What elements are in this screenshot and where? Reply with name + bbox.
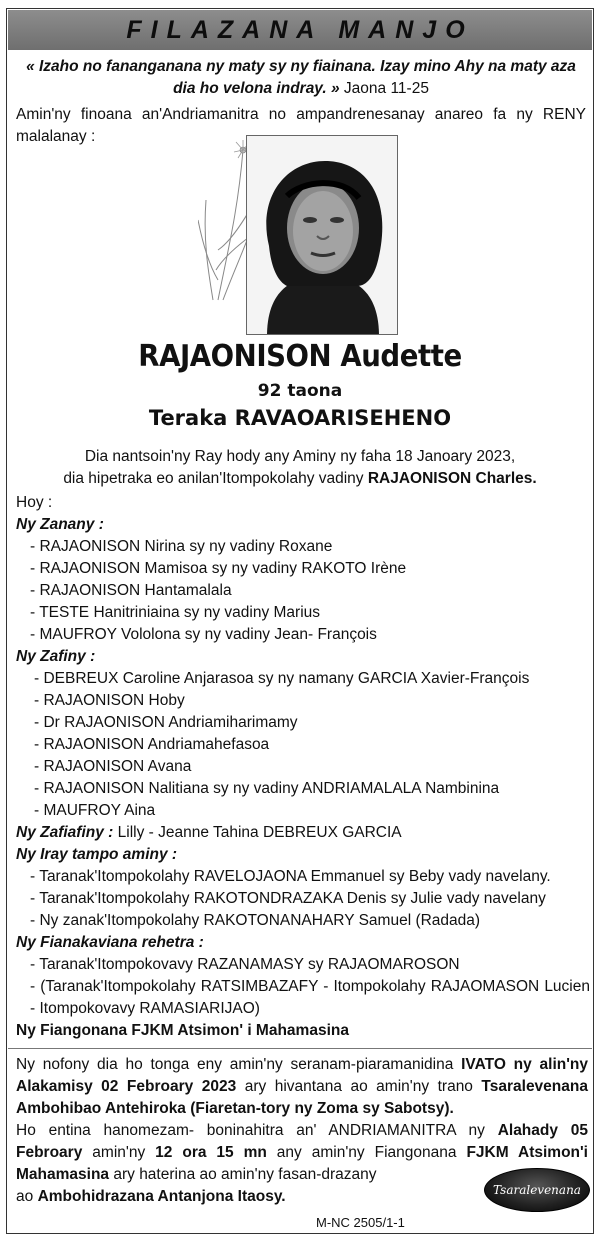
tsaralevenana-logo	[484, 1168, 590, 1212]
list-item: - RAJAONISON Nirina sy ny vadiny Roxane	[30, 538, 333, 555]
header-title: FILAZANA MANJO	[126, 16, 474, 44]
text-span: ao	[16, 1188, 38, 1205]
logo-text: Tsaralevenana	[493, 1183, 581, 1197]
list-item: - RAJAONISON Avana	[34, 758, 192, 775]
zafiafiny-heading: Ny Zafiafiny :	[16, 824, 114, 841]
hoy-label: Hoy :	[16, 494, 53, 511]
list-item: - Dr RAJAONISON Andriamiharimamy	[34, 714, 298, 731]
divider	[8, 1048, 592, 1049]
service-time: 12 ora 15 mn	[155, 1144, 267, 1161]
death-line-2-text: dia hipetraka eo anilan'Itompokolahy vadiny	[63, 470, 368, 487]
list-item: - RAJAONISON Hoby	[34, 692, 185, 709]
zafiafiny-name: Lilly - Jeanne Tahina DEBREUX GARCIA	[117, 824, 402, 841]
zafiny-heading: Ny Zafiny :	[16, 648, 96, 665]
burial-location: Ambohidrazana Antanjona Itaosy.	[37, 1188, 286, 1205]
list-item: - MAUFROY Vololona sy ny vadiny Jean- François	[30, 626, 377, 643]
list-item: - Taranak'Itompokolahy RAVELOJAONA Emmanuel sy Beby vady navelany.	[30, 868, 551, 885]
list-item: - RAJAONISON Nalitiana sy ny vadiny ANDRIAMALALA Nambinina	[34, 780, 500, 797]
list-item: - Taranak'Itompokolahy RAKOTONDRAZAKA Denis sy Julie vady navelany	[30, 890, 546, 907]
zanany-heading: Ny Zanany :	[16, 516, 104, 533]
death-line-2	[20, 468, 580, 490]
list-item: - RAJAONISON Mamisoa sy ny vadiny RAKOTO Irène	[30, 560, 407, 577]
list-item: - MAUFROY Aina	[34, 802, 156, 819]
deceased-name: RAJAONISON Audette	[138, 339, 462, 374]
list-item: - RAJAONISON Andriamahefasoa	[34, 736, 270, 753]
text-span: ary haterina ao amin'ny fasan-drazany	[109, 1166, 377, 1183]
list-item: - RAJAONISON Hantamalala	[30, 582, 232, 599]
deceased-portrait	[246, 135, 398, 335]
deceased-age: 92 taona	[257, 381, 343, 401]
quote-reference: Jaona 11-25	[343, 80, 429, 97]
text-span: ary hivantana ao amin'ny trano	[236, 1078, 482, 1095]
zafiafiny-row	[16, 822, 590, 844]
list-item: - Taranak'Itompokovavy RAZANAMASY sy RAJAOMAROSON	[30, 956, 460, 973]
church-signature: Ny Fiangonana FJKM Atsimon' i Mahamasina	[16, 1022, 349, 1039]
service-church: FJKM Atsimon'i Mahamasina	[16, 1144, 588, 1183]
quote-text: « Izaho no fananganana ny maty sy ny fiainana. Izay mino Ahy na maty aza dia ho velona indray. »	[26, 58, 576, 97]
fianakaviana-heading: Ny Fianakaviana rehetra :	[16, 934, 204, 951]
deceased-maiden-name: Teraka RAVAOARISEHENO	[148, 406, 452, 430]
service-date: Alahady 05 Febroary	[16, 1122, 588, 1161]
text-span: any amin'ny Fiangonana	[266, 1144, 467, 1161]
intro-text: Amin'ny finoana an'Andriamanitra no ampandrenesanay anareo fa ny RENY malalanay :	[16, 106, 586, 145]
list-item: - DEBREUX Caroline Anjarasoa sy ny namany GARCIA Xavier-François	[34, 670, 530, 687]
spouse-name: RAJAONISON Charles.	[367, 470, 537, 487]
reference-code: M-NC 2505/1-1	[316, 1215, 405, 1230]
death-announcement	[20, 446, 580, 490]
list-item: - TESTE Hanitriniaina sy ny vadiny Marius	[30, 604, 321, 621]
iray-tampo-heading: Ny Iray tampo aminy :	[16, 846, 178, 863]
arrival-date: IVATO ny alin'ny Alakamisy 02 Febroary 2023	[16, 1056, 588, 1095]
text-span: amin'ny	[82, 1144, 156, 1161]
header-bar	[8, 10, 592, 50]
death-line-1: Dia nantsoin'ny Ray hody any Aminy ny faha 18 Janoary 2023,	[84, 448, 516, 465]
funeral-arrival	[16, 1054, 588, 1120]
portrait-image	[247, 136, 398, 335]
family-list	[16, 492, 590, 1042]
text-span: Ny nofony dia ho tonga eny amin'ny seranam-piaramanidina	[16, 1056, 462, 1073]
wake-location: Tsaralevenana Ambohibao Antehiroka (Fiaretan-tory ny Zoma sy Sabotsy).	[16, 1078, 588, 1117]
text-span: Ho entina hanomezam- boninahitra an' ANDRIAMANITRA ny	[16, 1122, 498, 1139]
list-item: - Ny zanak'Itompokolahy RAKOTONANAHARY Samuel (Radada)	[30, 912, 481, 929]
bible-quote	[18, 56, 584, 100]
portrait-area	[198, 130, 403, 335]
list-item: - (Taranak'Itompokolahy RATSIMBAZAFY - Itompokolahy RAJAOMASON Lucien - Itompokovavy RAMASIARIJAO)	[30, 978, 590, 1017]
